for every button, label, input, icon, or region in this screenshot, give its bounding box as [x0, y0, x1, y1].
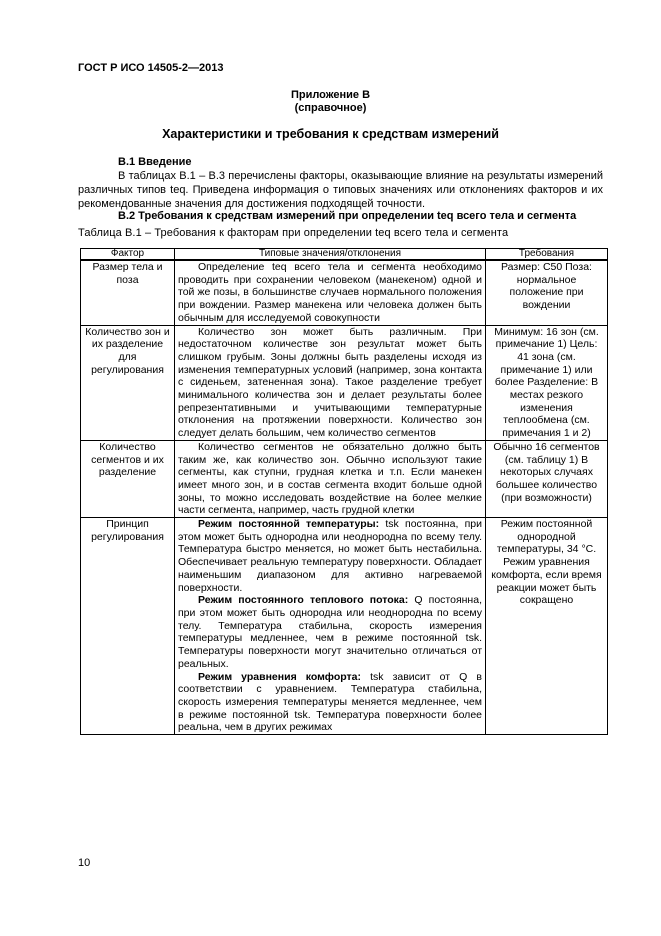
section-1-title: В.1 Введение: [118, 156, 192, 168]
column-header: Типовые значения/отклонения: [175, 249, 486, 261]
page-number: 10: [78, 857, 91, 869]
requirement-cell: Минимум: 16 зон (см. примечание 1) Цель: 41 зона (см. примечание 1) или более Разделение: В местах резкого изменения теплообмена (см. примечания 1 и 2): [486, 325, 608, 440]
typical-cell: Определение tеq всего тела и сегмента необходимо проводить при сохранении человеком (манекеном) одной и той же позы, в большинстве случаев нормального положения при вождении. Размер манекена или человека должен быть обычным для исследуемой совокупности: [178, 261, 482, 324]
control-mode-paragraph: [178, 518, 482, 594]
table-row: [81, 325, 608, 440]
requirements-table: [80, 248, 608, 735]
factor-cell: Количество сегментов и их разделение: [81, 440, 175, 517]
typical-cell: Количество сегментов не обязательно должно быть таким же, как количество зон. Обычно используют такие сегменты, как ступни, грудная клетка и т.п. Если манекен имеет много зон, и в состав сегмента входит больше одной зоны, то можно исследовать воздействие на более мелкие части сегмента, например, часть грудной клетки: [178, 440, 482, 517]
control-mode-paragraph: [178, 594, 482, 670]
document-code: ГОСТ Р ИСО 14505-2—2013: [78, 62, 224, 74]
table-row: [81, 518, 608, 735]
typical-cell: Количество зон может быть различным. При недостаточном количестве зон результат может быть слишком грубым. Зоны должны быть разделены исходя из изменения температурных условий (например, зона контакта с сиденьем, затененная зона). Такое разделение требует минимального количества зон и делает результаты более репрезентативными и учитывающими температурные отклонения на протяжении поверхности. Количество зон следует делать большим, чем количество сегментов: [178, 325, 482, 440]
table-row: [81, 440, 608, 517]
table-header-row: [81, 249, 608, 261]
page-heading: Характеристики и требования к средствам измерений: [162, 127, 499, 141]
requirement-cell: Обычно 16 сегментов (см. таблицу 1) В некоторых случаях большее количество (при возможности): [486, 440, 608, 517]
column-header: Требования: [486, 249, 608, 261]
appendix-subtitle: (справочное): [294, 102, 367, 114]
factor-cell: Принцип регулирования: [81, 518, 175, 735]
requirement-cell: Размер: С50 Поза: нормальное положение при вождении: [486, 260, 608, 325]
appendix-title: Приложение В: [290, 89, 371, 101]
table-caption: Таблица В.1 – Требования к факторам при определении tеq всего тела и сегмента: [78, 227, 509, 239]
mode-name: Режим постоянного теплового потока:: [198, 594, 409, 607]
section-2-title: В.2 Требования к средствам измерений при определении tеq всего тела и сегмента: [118, 210, 577, 222]
requirement-cell: Режим постоянной однородной температуры, 34 °С. Режим уравнения комфорта, если время реакции может быть сокращено: [486, 518, 608, 735]
mode-text: Q постоянна, при этом может быть однородна или неоднородна по всему телу. Температура стабильна, скорость измерения температуры медленнее, чем в режиме постоянной tsk. Температуры поверхности могут значительно отличаться от реальных.: [178, 594, 482, 670]
factor-cell: Размер тела и поза: [81, 260, 175, 325]
section-1-text: В таблицах В.1 – В.3 перечислены факторы, оказывающие влияние на результаты измерений различных типов tеq. Приведена информация о типовых значениях или отклонениях факторов и их рекомендованные значения для достижения подходящей точности.: [78, 170, 603, 210]
mode-text: tsk зависит от Q в соответствии с уравнением. Температура стабильна, скорость измерения температуры меняется медленнее, чем в режиме постоянной tsk. Температура поверхности более реальна, чем в других режимах: [178, 670, 482, 734]
mode-name: Режим уравнения комфорта:: [198, 670, 362, 683]
column-header: Фактор: [81, 249, 175, 261]
table-row: [81, 260, 608, 325]
control-mode-paragraph: [178, 671, 482, 735]
mode-name: Режим постоянной температуры:: [198, 518, 380, 531]
mode-text: tsk постоянна, при этом может быть однородна или неоднородна по всему телу. Температура быстро меняется, но может быть нестабильна. Обеспечивает реальную температуру поверхности. Обладает наименьшим диапазоном для активно нагреваемой поверхности.: [178, 518, 483, 594]
factor-cell: Количество зон и их разделение для регулирования: [81, 325, 175, 440]
